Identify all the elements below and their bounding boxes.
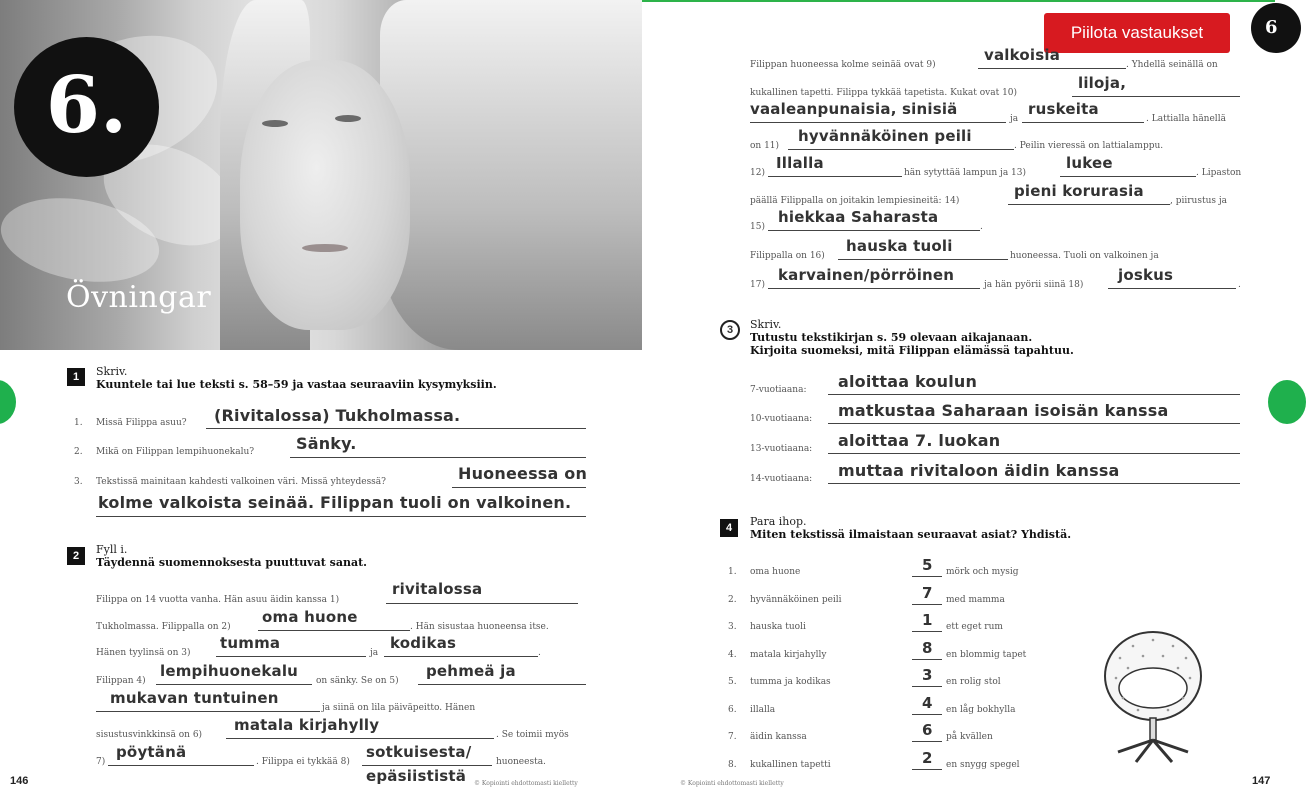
fill-text: päällä Filippalla on joitakin lempiesineitä: 14) — [750, 196, 960, 206]
timeline-answer: aloittaa koulun — [838, 372, 978, 391]
fill-text: kukallinen tapetti. Filippa tykkää tapetista. Kukat ovat 10) — [750, 88, 1018, 98]
fill-answer: ruskeita — [1028, 100, 1099, 118]
fill-line — [838, 259, 1008, 260]
timeline-answer: matkustaa Saharaan isoisän kanssa — [838, 401, 1169, 420]
fill-answer: pehmeä ja — [426, 662, 516, 680]
fill-answer: karvainen/pörröinen — [778, 266, 955, 284]
fill-answer: matala kirjahylly — [234, 716, 380, 734]
fill-line — [96, 711, 320, 712]
fill-text: . — [980, 222, 983, 232]
fill-line — [768, 176, 902, 177]
hide-answers-button[interactable]: Piilota vastaukset — [1044, 13, 1230, 53]
fill-text: Filippalla on 16) — [750, 251, 825, 261]
chair-illustration — [1098, 628, 1208, 768]
page-number-left: 146 — [10, 775, 29, 787]
match-finnish: hyvännäköinen peili — [750, 594, 842, 605]
fill-answer: lukee — [1066, 154, 1113, 172]
answer-line — [452, 487, 586, 488]
exercise-1-instruction: Kuuntele tai lue teksti s. 58–59 ja vastaa seuraaviin kysymyksiin. — [96, 378, 497, 391]
match-finnish: matala kirjahylly — [750, 649, 827, 660]
fill-text: . — [1238, 280, 1241, 290]
fill-text: on 11) — [750, 141, 780, 151]
match-answer: 4 — [922, 693, 933, 712]
match-answer: 8 — [922, 638, 933, 657]
fill-answer: rivitalossa — [392, 580, 483, 598]
fill-answer: joskus — [1118, 266, 1174, 284]
fill-answer: hyvännäköinen peili — [798, 127, 972, 145]
fill-answer: tumma — [220, 634, 281, 652]
match-finnish: illalla — [750, 704, 776, 715]
question-number: 3. — [74, 477, 83, 487]
exercise-1-kind: Skriv. — [96, 365, 128, 378]
fill-text: ja — [370, 648, 379, 658]
answer-line — [290, 457, 586, 458]
match-number: 1. — [728, 567, 737, 577]
match-swedish: ett eget rum — [946, 622, 1003, 632]
fill-text: Filippan huoneessa kolme seinää ovat 9) — [750, 60, 936, 70]
match-swedish: mörk och mysig — [946, 567, 1019, 577]
fill-line — [1072, 96, 1240, 97]
match-number: 2. — [728, 594, 737, 605]
fill-answer: epäsiististä — [366, 767, 467, 785]
fill-answer: hiekkaa Saharasta — [778, 208, 939, 226]
chapter-number-badge — [14, 37, 159, 177]
fill-text: Filippan 4) — [96, 676, 146, 686]
previous-page-button[interactable] — [0, 380, 16, 424]
next-page-button[interactable] — [1268, 380, 1306, 424]
fill-text: 7) — [96, 757, 106, 767]
question-number: 2. — [74, 447, 83, 457]
fill-line — [978, 68, 1126, 69]
answer-line — [96, 516, 586, 517]
match-answer: 7 — [922, 583, 933, 602]
exercise-2-instruction: Täydennä suomennoksesta puuttuvat sanat. — [96, 556, 368, 569]
exercise-3-instruction: Kirjoita suomeksi, mitä Filippan elämässä tapahtuu. — [750, 344, 1074, 357]
fill-text: . Filippa ei tykkää 8) — [256, 757, 350, 767]
answer-text: Sänky. — [296, 434, 357, 453]
match-finnish: hauska tuoli — [750, 622, 806, 632]
fill-text: . Peilin vieressä on lattialamppu. — [1014, 141, 1164, 151]
fill-answer: oma huone — [262, 608, 358, 626]
match-swedish: en snygg spegel — [946, 759, 1020, 770]
exercise-2-kind: Fyll i. — [96, 543, 128, 556]
match-answer: 6 — [922, 721, 933, 739]
fill-line — [216, 656, 366, 657]
fill-text: . Yhdellä seinällä on — [1126, 60, 1218, 70]
fill-text: huoneesta. — [496, 757, 546, 767]
timeline-answer: muttaa rivitaloon äidin kanssa — [838, 461, 1120, 480]
fill-text: Hänen tyylinsä on 3) — [96, 648, 191, 658]
fill-answer: pöytänä — [116, 743, 187, 761]
fill-line — [1108, 288, 1236, 289]
fill-line — [1008, 204, 1170, 205]
fill-answer: hauska tuoli — [846, 237, 953, 255]
fill-answer: liloja, — [1078, 74, 1127, 92]
match-answer-line — [912, 686, 942, 687]
fill-text: . Hän sisustaa huoneensa itse. — [410, 622, 549, 632]
timeline-label: 7-vuotiaana: — [750, 385, 807, 395]
fill-text: . Lattialla hänellä — [1146, 114, 1226, 124]
fill-answer: kodikas — [390, 634, 457, 652]
fill-line — [768, 288, 980, 289]
fill-text: . — [538, 648, 541, 658]
fill-text: on sänky. Se on 5) — [316, 676, 399, 686]
timeline-label: 13-vuotiaana: — [750, 444, 813, 454]
fill-text: Filippa on 14 vuotta vanha. Hän asuu äidin kanssa 1) — [96, 595, 340, 605]
fill-text: 17) — [750, 280, 765, 290]
chapter-number: 6. — [45, 59, 128, 151]
match-number: 6. — [728, 704, 737, 715]
exercise-3-badge: 3 — [720, 320, 740, 340]
match-number: 7. — [728, 732, 737, 742]
match-answer-line — [912, 659, 942, 660]
match-swedish: med mamma — [946, 594, 1005, 605]
exercise-2-badge: 2 — [67, 547, 85, 565]
match-swedish: en låg bokhylla — [946, 704, 1016, 715]
answer-line — [206, 428, 586, 429]
match-finnish: oma huone — [750, 567, 801, 577]
fill-text: . Se toimii myös — [496, 730, 569, 740]
page-number-right: 147 — [1252, 775, 1271, 787]
question-text: Tekstissä mainitaan kahdesti valkoinen väri. Missä yhteydessä? — [96, 477, 386, 487]
match-answer-line — [912, 576, 942, 577]
fill-text: 15) — [750, 222, 765, 232]
question-text: Mikä on Filippan lempihuonekalu? — [96, 447, 255, 457]
match-number: 3. — [728, 622, 737, 632]
answer-text: Huoneessa on — [458, 464, 588, 483]
match-number: 5. — [728, 677, 737, 687]
fill-answer: sotkuisesta/ — [366, 743, 472, 761]
fill-text: ja — [1010, 114, 1019, 124]
fill-text: 12) — [750, 168, 765, 178]
fill-line — [1022, 122, 1144, 123]
answer-text-continued: kolme valkoista seinää. Filippan tuoli on valkoinen. — [98, 493, 572, 512]
answer-line — [828, 423, 1240, 424]
match-finnish: äidin kanssa — [750, 732, 807, 742]
match-finnish: kukallinen tapetti — [750, 759, 831, 770]
match-finnish: tumma ja kodikas — [750, 677, 831, 687]
fill-text: sisustusvinkkinsä on 6) — [96, 730, 203, 740]
fill-line — [108, 765, 254, 766]
match-answer: 2 — [922, 748, 933, 767]
fill-text: hän sytyttää lampun ja 13) — [904, 168, 1027, 178]
chapter-title: Övningar — [66, 280, 212, 315]
answer-line — [828, 394, 1240, 395]
match-answer: 5 — [922, 556, 933, 574]
fill-answer: valkoisia — [984, 46, 1061, 64]
match-swedish: en rolig stol — [946, 677, 1001, 687]
question-text: Missä Filippa asuu? — [96, 418, 187, 428]
answer-line — [828, 453, 1240, 454]
exercise-4-instruction: Miten tekstissä ilmaistaan seuraavat asiat? Yhdistä. — [750, 528, 1072, 541]
fill-text: ja siinä on lila päiväpeitto. Hänen — [322, 703, 476, 713]
fill-line — [226, 738, 494, 739]
copyright-right: © Kopiointi ehdottomasti kielletty — [680, 780, 784, 787]
fill-answer: pieni korurasia — [1014, 182, 1144, 200]
match-answer-line — [912, 769, 942, 770]
match-answer-line — [912, 604, 942, 605]
fill-answer: lempihuonekalu — [160, 662, 299, 680]
question-number: 1. — [74, 418, 83, 428]
exercise-4-badge: 4 — [720, 519, 738, 537]
fill-text: Tukholmassa. Filippalla on 2) — [96, 622, 231, 632]
match-number: 8. — [728, 759, 737, 770]
match-answer-line — [912, 741, 942, 742]
fill-line — [788, 149, 1014, 150]
fill-answer: mukavan tuntuinen — [110, 689, 279, 707]
match-answer: 3 — [922, 666, 933, 684]
fill-line — [750, 122, 1006, 123]
fill-line — [384, 656, 538, 657]
match-swedish: på kvällen — [946, 732, 993, 742]
fill-line — [418, 684, 586, 685]
match-answer-line — [912, 714, 942, 715]
fill-text: ja hän pyörii siinä 18) — [984, 280, 1084, 290]
fill-line — [386, 603, 578, 604]
timeline-label: 10-vuotiaana: — [750, 414, 813, 424]
fill-line — [258, 630, 410, 631]
fill-text: , piirustus ja — [1170, 196, 1228, 206]
answer-line — [828, 483, 1240, 484]
exercise-3-instruction: Tutustu tekstikirjan s. 59 olevaan aikajanaan. — [750, 331, 1033, 344]
fill-line — [156, 684, 312, 685]
timeline-label: 14-vuotiaana: — [750, 474, 813, 484]
timeline-answer: aloittaa 7. luokan — [838, 431, 1001, 450]
fill-line — [768, 230, 980, 231]
copyright-left: © Kopiointi ehdottomasti kielletty — [474, 780, 578, 787]
match-answer-line — [912, 631, 942, 632]
fill-text: . Lipaston — [1196, 168, 1242, 178]
answer-text: (Rivitalossa) Tukholmassa. — [214, 406, 461, 425]
chapter-tab[interactable]: 6 — [1251, 3, 1301, 53]
exercise-4-kind: Para ihop. — [750, 515, 807, 528]
fill-line — [362, 765, 492, 766]
fill-answer: vaaleanpunaisia, sinisiä — [750, 100, 958, 118]
fill-answer: Illalla — [776, 154, 824, 172]
fill-text: huoneessa. Tuoli on valkoinen ja — [1010, 251, 1159, 261]
match-answer: 1 — [922, 611, 933, 629]
exercise-3-kind: Skriv. — [750, 318, 782, 331]
match-swedish: en blommig tapet — [946, 649, 1027, 660]
exercise-1-badge: 1 — [67, 368, 85, 386]
match-number: 4. — [728, 649, 737, 660]
fill-line — [1060, 176, 1196, 177]
